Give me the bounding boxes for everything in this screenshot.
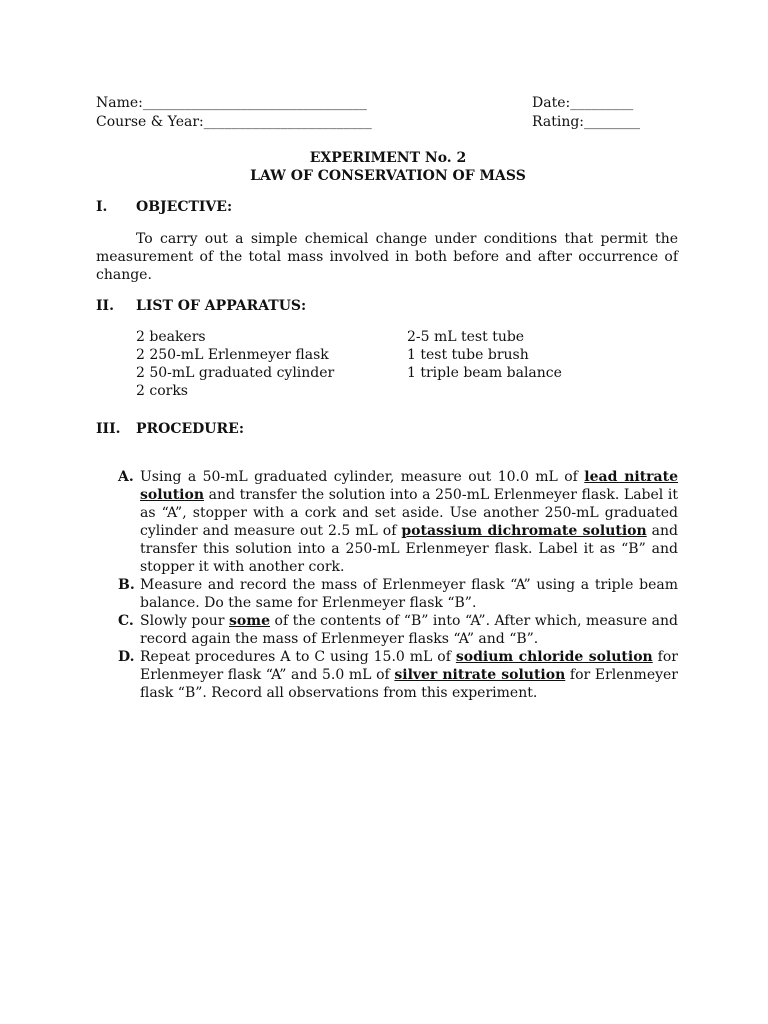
procedure-step-text	[140, 648, 678, 702]
procedure-list	[118, 468, 678, 702]
procedure-step-letter: C.	[118, 613, 134, 629]
procedure-step-text	[140, 468, 678, 576]
procedure-text-run: and transfer this solution into a 250-mL Erlenmeyer flask. Label it as “B” and stopper it with another cork.	[140, 523, 678, 575]
experiment-title: LAW OF CONSERVATION OF MASS	[250, 168, 526, 184]
procedure-step	[118, 576, 678, 612]
procedure-step-letter: B.	[118, 577, 135, 593]
apparatus-item: 1 test tube brush	[407, 347, 529, 363]
apparatus-item: 2 beakers	[136, 329, 206, 345]
course-year-field: Course & Year:________________________	[96, 114, 372, 130]
procedure-text-run: Repeat procedures A to C using 15.0 mL of	[140, 649, 456, 665]
section-procedure-heading	[96, 420, 244, 438]
apparatus-item: 2-5 mL test tube	[407, 329, 525, 345]
procedure-step-text	[140, 576, 678, 612]
header-row-2	[96, 113, 650, 131]
apparatus-item: 2 250-mL Erlenmeyer flask	[136, 347, 329, 363]
section-apparatus-heading	[96, 297, 306, 315]
name-field: Name:________________________________	[96, 95, 367, 111]
procedure-step-letter: D.	[118, 649, 135, 665]
reagent-emphasis: potassium dichromate solution	[401, 523, 647, 539]
header-row-1	[96, 94, 650, 112]
procedure-text-run: Slowly pour	[140, 613, 230, 629]
rating-field: Rating:________	[532, 114, 641, 130]
section-label: LIST OF APPARATUS:	[136, 298, 307, 314]
section-objective-heading	[96, 198, 232, 216]
procedure-text-run: Measure and record the mass of Erlenmeyer flask “A” using a triple beam balance. Do the same for Erlenmeyer flask “B”.	[140, 577, 678, 611]
section-number: III.	[96, 421, 121, 437]
apparatus-item: 2 corks	[136, 383, 188, 399]
procedure-text-run: and transfer the solution into a 250-mL Erlenmeyer flask. Label it as “A”, stopper with a cork and set aside. Use another 250-mL graduated cylinder and measure out 2.5 mL of	[140, 487, 678, 539]
reagent-emphasis: some	[229, 613, 270, 629]
experiment-number: EXPERIMENT No. 2	[309, 150, 467, 166]
procedure-step-text	[140, 612, 678, 648]
reagent-emphasis: silver nitrate solution	[394, 667, 566, 683]
date-field: Date:_________	[532, 95, 634, 111]
procedure-step-letter: A.	[118, 469, 134, 485]
procedure-step	[118, 612, 678, 648]
procedure-step	[118, 648, 678, 702]
section-label: PROCEDURE:	[136, 421, 244, 437]
section-label: OBJECTIVE:	[136, 199, 233, 215]
procedure-text-run: for Erlenmeyer flask “B”. Record all observations from this experiment.	[140, 667, 679, 701]
section-number: II.	[96, 298, 114, 314]
apparatus-item: 1 triple beam balance	[407, 365, 562, 381]
section-number: I.	[96, 199, 108, 215]
reagent-emphasis: sodium chloride solution	[455, 649, 653, 665]
apparatus-right-list	[407, 328, 562, 382]
reagent-emphasis: lead nitrate solution	[140, 469, 678, 503]
procedure-text-run: for Erlenmeyer flask “A” and 5.0 mL of	[140, 649, 678, 683]
procedure-text-run: Using a 50-mL graduated cylinder, measure out 10.0 mL of	[140, 469, 585, 485]
apparatus-item: 2 50-mL graduated cylinder	[136, 365, 335, 381]
apparatus-left-list	[136, 328, 334, 400]
objective-text: To carry out a simple chemical change under conditions that permit the measurement of the total mass involved in both before and after occurrence of change.	[96, 231, 678, 283]
procedure-text-run: of the contents of “B” into “A”. After which, measure and record again the mass of Erlenmeyer flasks “A” and “B”.	[140, 613, 678, 647]
procedure-step	[118, 468, 678, 576]
